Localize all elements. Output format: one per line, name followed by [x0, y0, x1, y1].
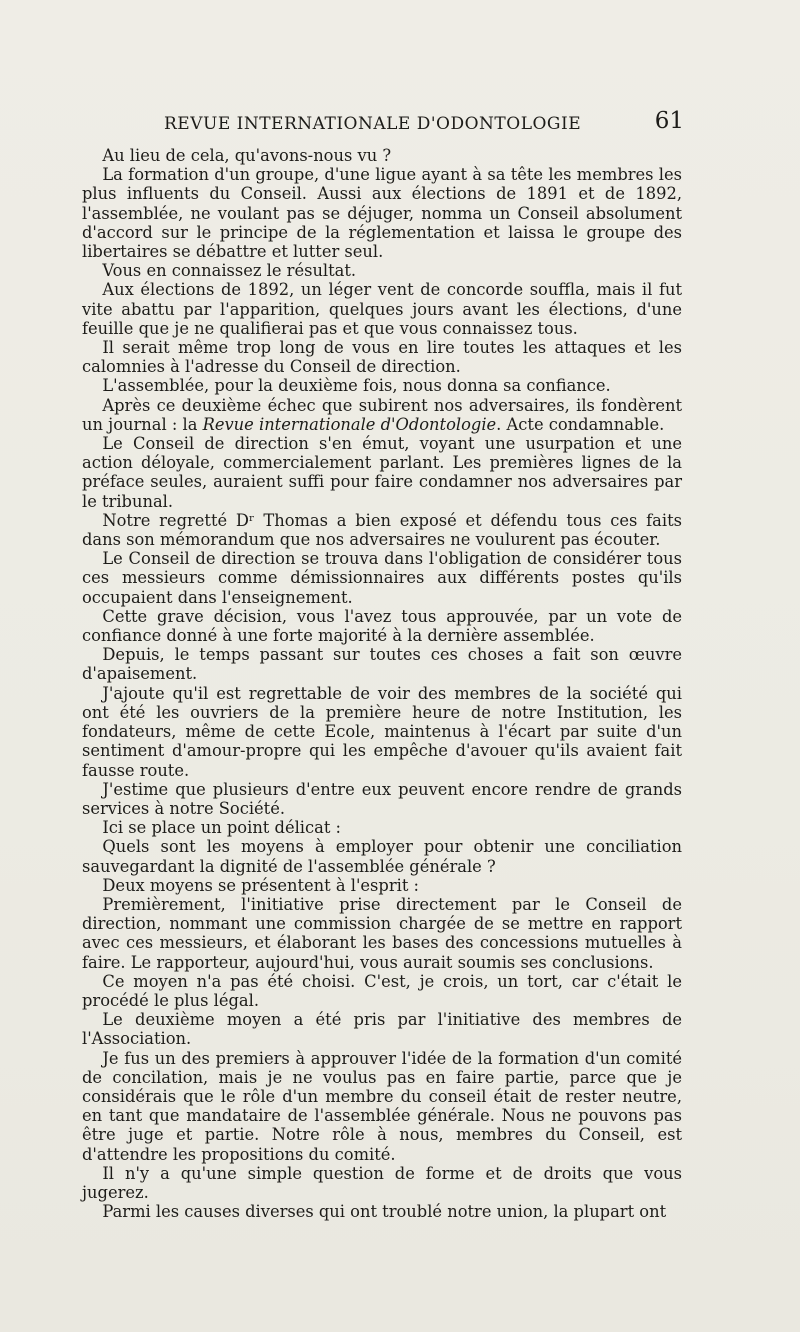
page-number: 61 — [654, 108, 684, 134]
paragraph: Cette grave décision, vous l'avez tous approuvée, par un vote de confiance donné à une forte majorité à la dernière assemblée. — [82, 606, 682, 646]
journal-title: Revue internationale d'Odontologie — [202, 414, 497, 434]
paragraph: Parmi les causes diverses qui ont troublé notre union, la plupart ont — [102, 1202, 667, 1222]
paragraph: Le Conseil de direction s'en émut, voyant une usurpation et une action déloyale, commercialement parlant. Les premières lignes de la préface seules, auraient suffi pour faire condamner nos adversaires par le tribunal. — [82, 434, 682, 511]
paragraph: Vous en connaissez le résultat. — [102, 261, 357, 281]
paragraph: Quels sont les moyens à employer pour obtenir une conciliation sauvegardant la dignité de l'assemblée générale ? — [82, 837, 682, 876]
paragraph: Premièrement, l'initiative prise directement par le Conseil de direction, nommant une commission chargée de se mettre en rapport avec ces messieurs, et élaborant les bases des concessions mutuelles à faire. Le rapporteur, aujourd'hui, vous aurait soumis ses conclusions. — [82, 894, 682, 972]
paragraph-journal — [82, 396, 682, 434]
running-header — [164, 110, 684, 140]
paragraph: Depuis, le temps passant sur toutes ces choses a fait son œuvre d'apaisement. — [82, 645, 682, 684]
paragraph: Deux moyens se présentent à l'esprit : — [102, 875, 420, 895]
paragraph: Ici se place un point délicat : — [102, 818, 342, 838]
paragraph: Le deuxième moyen a été pris par l'initiative des membres de l'Association. — [82, 1010, 682, 1049]
paragraph: Aux élections de 1892, un léger vent de concorde souffla, mais il fut vite abattu par l'apparition, quelques jours avant les élections, d'une feuille que je ne qualifierai pas et que vous connaissez tous. — [82, 280, 682, 338]
paragraph: L'assemblée, pour la deuxième fois, nous donna sa confiance. — [102, 376, 611, 396]
paragraph: Ce moyen n'a pas été choisi. C'est, je crois, un tort, car c'était le procédé le plus légal. — [82, 971, 682, 1010]
paragraph: Il serait même trop long de vous en lire toutes les attaques et les calomnies à l'adresse du Conseil de direction. — [82, 338, 682, 377]
journal-text-before: Après ce deuxième échec que subirent nos adversaires, ils fondèrent un journal : la — [82, 395, 682, 434]
paragraph: Il n'y a qu'une simple question de forme et de droits que vous jugerez. — [82, 1163, 682, 1202]
paragraph: J'estime que plusieurs d'entre eux peuvent encore rendre de grands services à notre Société. — [82, 779, 682, 818]
paragraph: Je fus un des premiers à approuver l'idée de la formation d'un comité de concilation, mais je ne voulus pas en faire partie, parce que je considérais que le rôle d'un membre du conseil était de rester neutre, en tant que mandataire de l'assemblée générale. Nous ne pouvons pas être juge et partie. Notre rôle à nous, membres du Conseil, est d'attendre les propositions du comité. — [82, 1048, 682, 1164]
journal-text-after: . Acte condamnable. — [496, 414, 665, 434]
paragraph: Au lieu de cela, qu'avons-nous vu ? — [102, 146, 392, 165]
body-text — [82, 146, 682, 1221]
paragraph: Le Conseil de direction se trouva dans l'obligation de considérer tous ces messieurs comme démissionnaires aux différents postes qu'ils occupaient dans l'enseignement. — [82, 549, 682, 607]
paragraph: La formation d'un groupe, d'une ligue ayant à sa tête les membres les plus influents du Conseil. Aussi aux élections de 1891 et de 1892, l'assemblée, ne voulant pas se déjuger, nomma un Conseil absolument d'accord sur le principe de la réglementation et laissa le groupe des libertaires se débattre et lutter seul. — [82, 165, 682, 262]
paragraph: J'ajoute qu'il est regrettable de voir des membres de la société qui ont été les ouvriers de la première heure de notre Institution, les fondateurs, même de cette Ecole, maintenus à l'écart par suite d'un sentiment d'amour-propre qui les empêche d'avouer qu'ils avaient fait fausse route. — [82, 683, 682, 780]
paragraph: Notre regretté Dʳ Thomas a bien exposé et défendu tous ces faits dans son mémorandum que nos adversaires ne voulurent pas écouter. — [82, 510, 682, 550]
running-title: REVUE INTERNATIONALE D'ODONTOLOGIE — [164, 114, 582, 134]
